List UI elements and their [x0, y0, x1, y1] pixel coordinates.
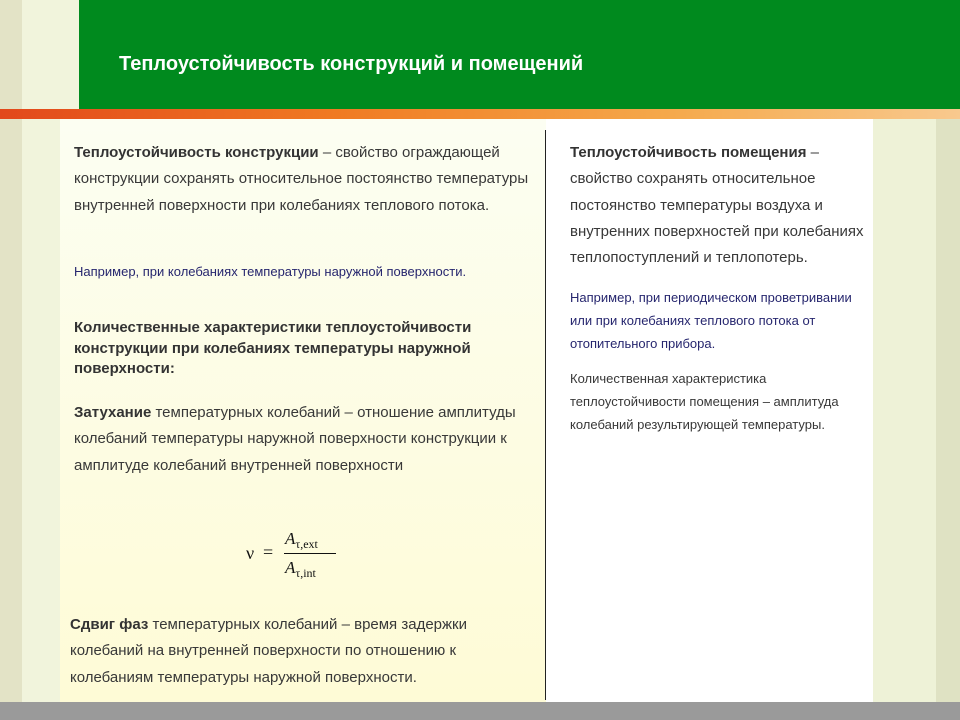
formula-numerator-var: A: [285, 529, 296, 548]
title-bar: [79, 0, 960, 109]
damping-formula: [246, 524, 346, 584]
damping-definition-text: температурных колебаний – отношение амплитуды колебаний температуры наружной поверхности конструкции к амплитуде колебаний внутренней поверхности: [74, 404, 516, 474]
phase-shift-term: Сдвиг фаз: [70, 616, 149, 633]
formula-numerator-sub: τ,ext: [295, 537, 318, 551]
characteristics-heading: Количественные характеристики теплоустойчивости конструкции при колебаниях температуры наружной поверхности:: [74, 319, 472, 377]
construction-definition-text: – свойство ограждающей конструкции сохранять относительное постоянство температуры внутренней поверхности при колебаниях теплового потока.: [74, 144, 529, 214]
room-characteristic: Количественная характеристика теплоустойчивости помещения – амплитуда колебаний результирующей температуры.: [570, 371, 839, 432]
phase-shift-definition: [70, 612, 535, 691]
slide-title: Теплоустойчивость конструкций и помещений: [119, 53, 584, 75]
formula-denominator-var: A: [285, 558, 296, 577]
formula-denominator: [285, 558, 316, 578]
construction-term: Теплоустойчивость конструкции: [74, 144, 319, 161]
room-term: Теплоустойчивость помещения: [570, 144, 807, 161]
damping-term: Затухание: [74, 404, 152, 421]
formula-denominator-sub: τ,int: [295, 566, 316, 580]
formula-numerator: [285, 529, 318, 549]
column-divider: [545, 130, 546, 700]
formula-equals: =: [263, 542, 274, 562]
formula-lhs: ν: [246, 543, 255, 563]
background-strip: [0, 0, 22, 720]
bottom-bar: [0, 702, 960, 720]
room-definition: [570, 140, 870, 271]
phase-shift-definition-text: температурных колебаний – время задержки колебаний на внутренней поверхности по отношению к колебаниям температуры наружной поверхности.: [70, 616, 467, 686]
construction-definition: [74, 140, 534, 219]
damping-definition: [74, 400, 524, 479]
formula-fraction-bar: [284, 553, 336, 554]
room-example: Например, при периодическом проветривании или при колебаниях теплового потока от отопительного прибора.: [570, 290, 852, 351]
construction-example: Например, при колебаниях температуры наружной поверхности.: [74, 264, 467, 279]
room-definition-text: – свойство сохранять относительное постоянство температуры воздуха и внутренних поверхностей при колебаниях теплопоступлений и теплопотерь.: [570, 144, 864, 267]
accent-line: [0, 109, 960, 119]
